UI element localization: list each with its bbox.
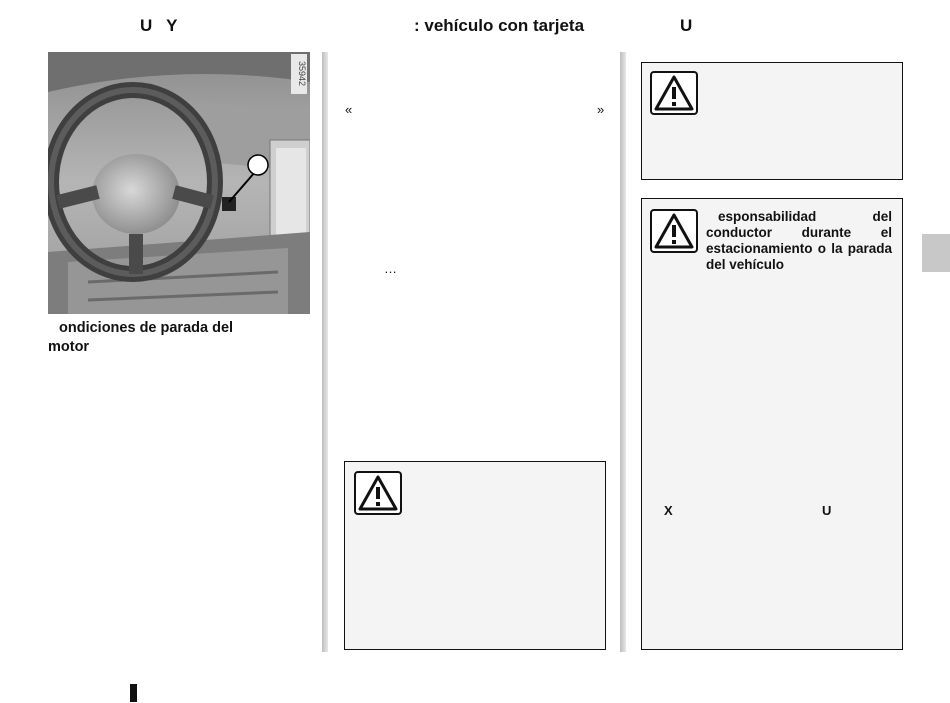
page-header-left: U Y (140, 16, 178, 35)
quote-close: » (597, 102, 605, 117)
letter-u: U (822, 503, 832, 518)
page-header-right: U (680, 16, 693, 35)
column-separator-2 (620, 52, 626, 652)
responsibility-title: esponsabilidad del conductor durante el estacionamiento o la parada del vehículo (706, 209, 892, 272)
warning-triangle-icon (650, 71, 698, 115)
column-separator-1 (322, 52, 328, 652)
warning-box-top-right (641, 62, 903, 180)
page-mark (130, 684, 137, 702)
letter-x: X (664, 503, 673, 518)
photo-code: 35942 (291, 54, 307, 94)
page-header-title: : vehículo con tarjeta (414, 16, 585, 35)
warning-triangle-icon (650, 209, 698, 253)
caption-line-1: ondiciones de parada del (59, 320, 234, 336)
ellipsis: … (384, 261, 397, 276)
photo-caption (48, 319, 310, 357)
warning-box-responsibility (641, 198, 903, 650)
steering-wheel-photo (48, 52, 310, 314)
section-tab (922, 234, 950, 272)
warning-box-middle (344, 461, 606, 650)
quote-open: « (345, 102, 353, 117)
warning-triangle-icon (354, 471, 402, 515)
caption-line-2: motor (48, 339, 90, 355)
